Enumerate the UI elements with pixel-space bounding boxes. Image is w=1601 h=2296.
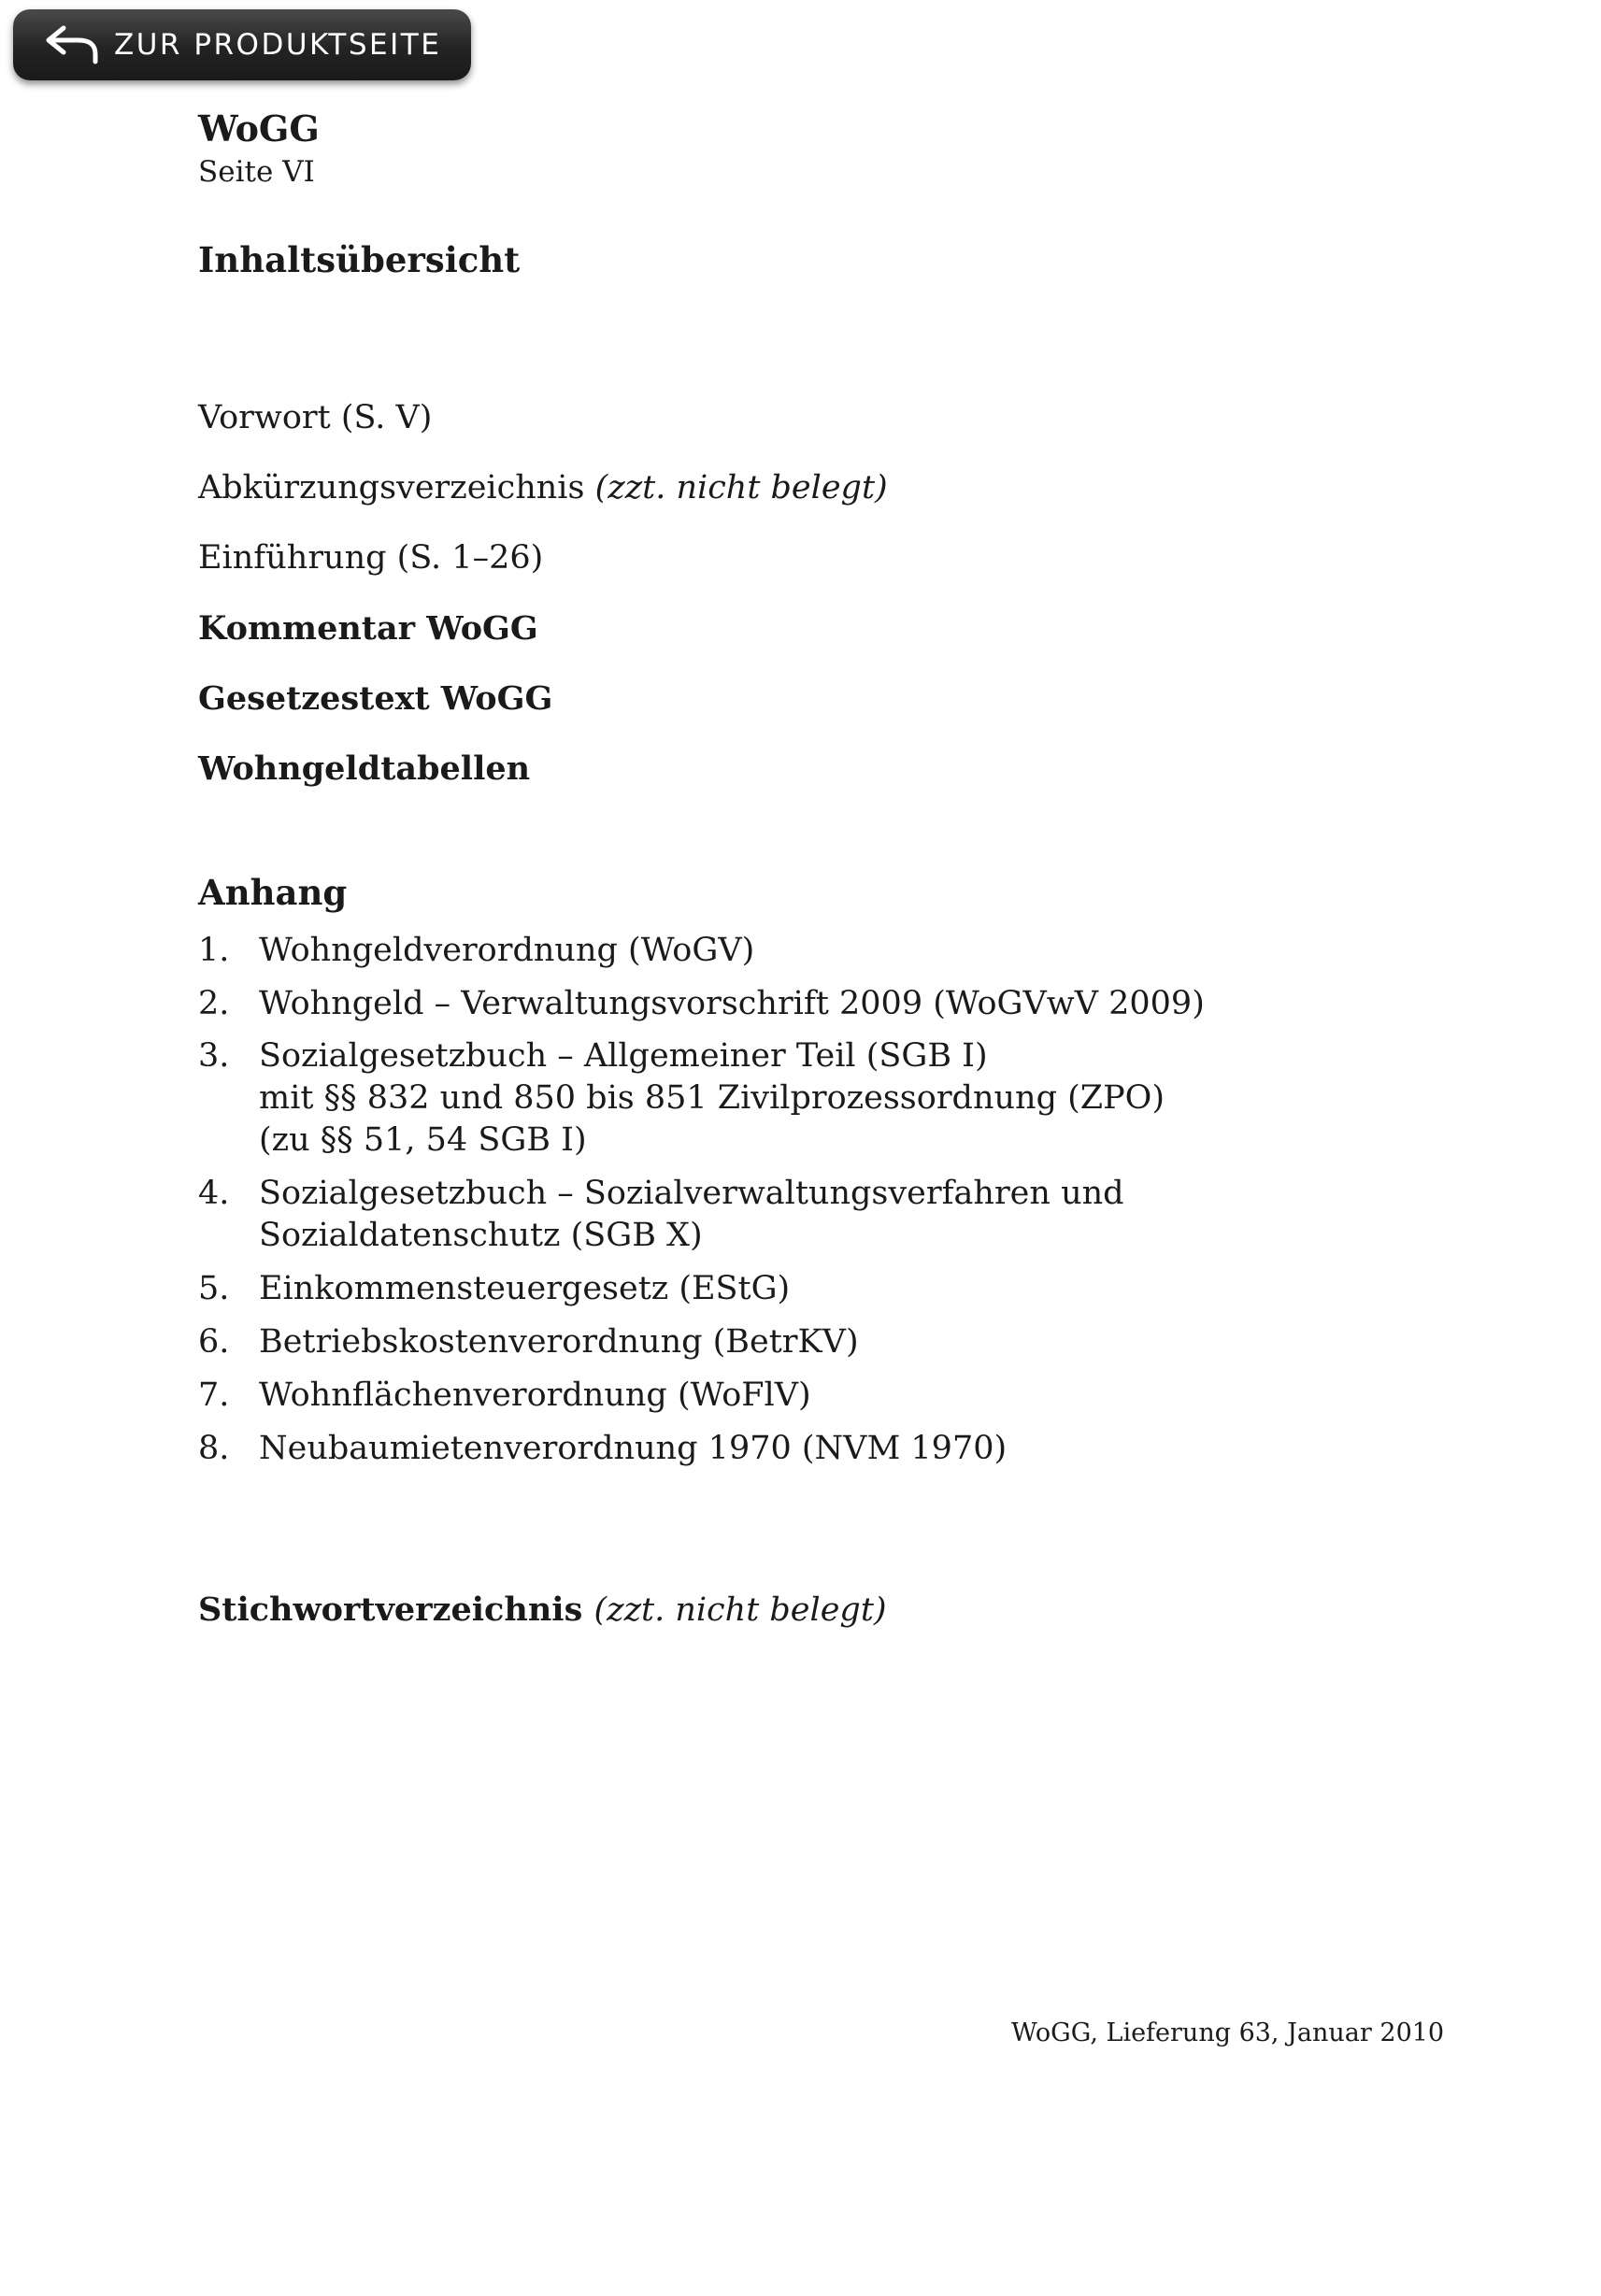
appendix-item-text: Neubaumietenverordnung 1970 (NVM 1970) [259, 1430, 1008, 1467]
appendix-item-text: Sozialdatenschutz (SGB X) [259, 1217, 703, 1254]
appendix-item-number: 3. [198, 1037, 230, 1075]
toc-entry-note: (zzt. nicht belegt) [594, 469, 888, 506]
appendix-item-text: (zu §§ 51, 54 SGB I) [259, 1121, 587, 1159]
back-arrow-icon [43, 24, 101, 65]
appendix-item-text: Sozialgesetzbuch – Sozialverwaltungsverfahren und [259, 1175, 1124, 1212]
toc-entry-text: Wohngeldtabellen [198, 749, 531, 788]
toc-entry-kommentar [198, 609, 538, 648]
appendix-item-number: 2. [198, 985, 230, 1022]
appendix-item-number: 1. [198, 932, 230, 969]
toc-entry-einfuehrung [198, 539, 543, 577]
document-title: WoGG [198, 107, 320, 150]
appendix-item-text: mit §§ 832 und 850 bis 851 Zivilprozessordnung (ZPO) [259, 1079, 1165, 1117]
appendix-item-number: 4. [198, 1175, 230, 1212]
toc-entry-vorwort [198, 399, 432, 436]
appendix-item-text: Wohngeldverordnung (WoGV) [259, 932, 755, 969]
toc-entry-text: Einführung (S. 1–26) [198, 539, 544, 577]
appendix-item-text: Wohnflächenverordnung (WoFlV) [259, 1376, 811, 1414]
appendix-item-text: Betriebskostenverordnung (BetrKV) [259, 1323, 859, 1361]
appendix-item-number: 5. [198, 1270, 230, 1307]
toc-entry-text: Abkürzungsverzeichnis [198, 469, 585, 506]
appendix-item-number: 8. [198, 1430, 230, 1467]
back-button-label: ZUR PRODUKTSEITE [114, 28, 442, 62]
toc-entry-text: Gesetzestext WoGG [198, 679, 553, 718]
appendix-heading: Anhang [198, 872, 348, 913]
toc-entry-text: Vorwort (S. V) [198, 399, 433, 436]
toc-entry-stichwortverzeichnis [198, 1590, 887, 1629]
appendix-item-number: 6. [198, 1323, 230, 1361]
toc-entry-gesetzestext [198, 679, 552, 718]
back-to-product-page-button[interactable] [13, 9, 471, 80]
appendix-item-number: 7. [198, 1376, 230, 1414]
page-number: Seite VI [198, 155, 315, 189]
page-footer: WoGG, Lieferung 63, Januar 2010 [1011, 2018, 1445, 2047]
toc-entry-wohngeldtabellen [198, 749, 530, 788]
toc-entry-note: (zzt. nicht belegt) [593, 1591, 887, 1629]
appendix-item-text: Wohngeld – Verwaltungsvorschrift 2009 (WoGVwV 2009) [259, 985, 1205, 1022]
toc-entry-text: Kommentar WoGG [198, 609, 538, 648]
toc-heading: Inhaltsübersicht [198, 239, 521, 280]
toc-entry-abkuerzungsverzeichnis [198, 469, 888, 506]
appendix-item-text: Einkommensteuergesetz (EStG) [259, 1270, 791, 1307]
toc-entry-text: Stichwortverzeichnis [198, 1590, 583, 1629]
appendix-item-text: Sozialgesetzbuch – Allgemeiner Teil (SGB I) [259, 1037, 988, 1075]
